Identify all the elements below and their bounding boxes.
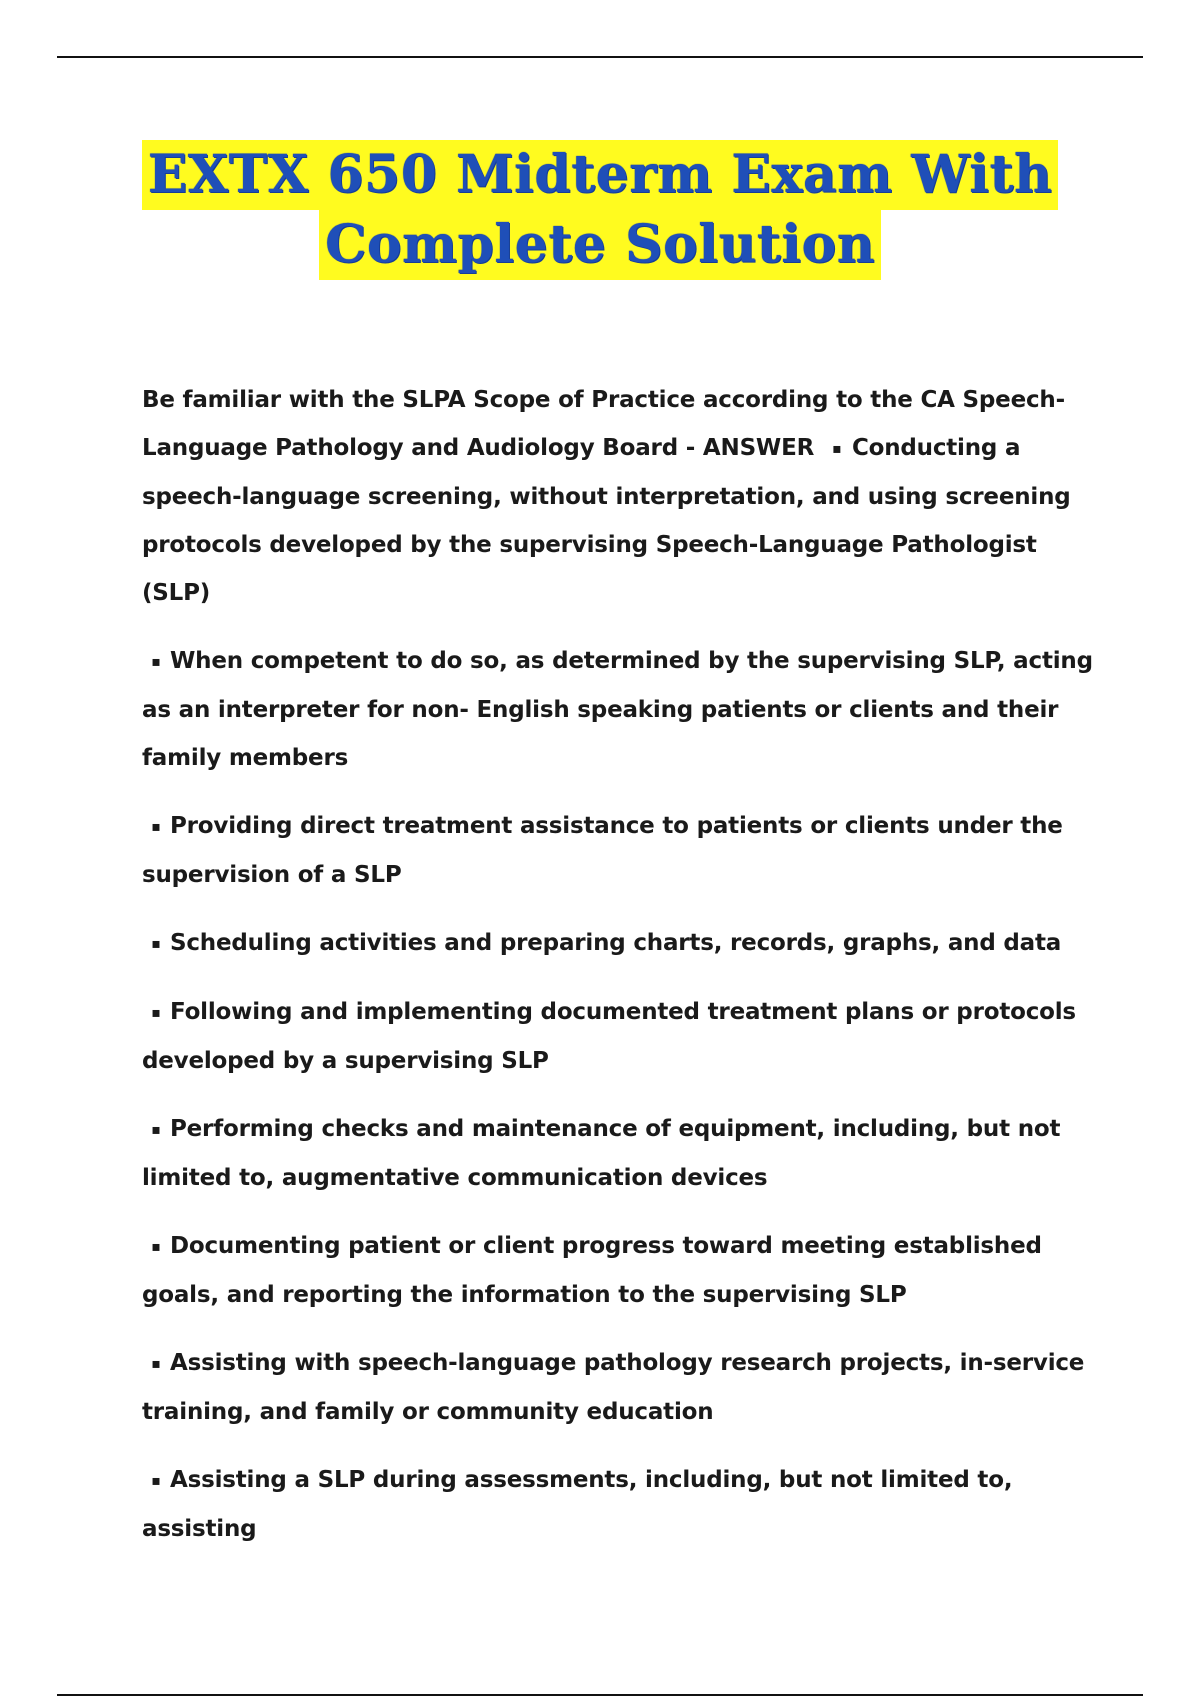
question-text: Be familiar with the SLPA Scope of Practice according to the CA Speech-Language Pathology and Audiology Board - ANSWER	[142, 387, 1065, 461]
answer-item	[142, 1339, 1102, 1436]
bullet-icon: ▪	[151, 1473, 161, 1489]
bullet-icon: ▪	[151, 936, 161, 952]
bullet-icon: ▪	[151, 1356, 161, 1372]
answer-text: Performing checks and maintenance of equipment, including, but not limited to, augmentative communication devices	[142, 1116, 1061, 1191]
answer-text: When competent to do so, as determined by the supervising SLP, acting as an interpreter for non- English speaking patients or clients and their family members	[142, 648, 1093, 771]
answer-text: Assisting with speech-language pathology research projects, in-service training, and family or community education	[142, 1350, 1085, 1425]
answer-item	[142, 1222, 1102, 1319]
title-line-1: EXTX 650 Midterm Exam With	[142, 140, 1059, 210]
bullet-icon: ▪	[151, 1122, 161, 1138]
document-title	[0, 140, 1200, 280]
title-line-2: Complete Solution	[319, 210, 881, 280]
question-paragraph	[142, 376, 1102, 617]
answer-item	[142, 802, 1102, 899]
bullet-icon: ▪	[151, 654, 161, 670]
first-answer-text: Conducting a speech-language screening, without interpretation, and using screening protocols developed by the supervising Speech-Language Pathologist (SLP)	[142, 435, 1071, 606]
answer-item	[142, 919, 1102, 968]
answer-text: Assisting a SLP during assessments, including, but not limited to, assisting	[142, 1467, 1013, 1542]
answer-text: Following and implementing documented treatment plans or protocols developed by a supervising SLP	[142, 999, 1076, 1074]
answer-item	[142, 1456, 1102, 1553]
answer-item	[142, 988, 1102, 1085]
bullet-icon: ▪	[151, 819, 161, 835]
answer-text: Providing direct treatment assistance to patients or clients under the supervision of a SLP	[142, 813, 1063, 888]
answer-text: Scheduling activities and preparing charts, records, graphs, and data	[170, 930, 1062, 956]
bullet-icon: ▪	[151, 1005, 161, 1021]
bottom-rule	[57, 1694, 1143, 1696]
answer-item	[142, 637, 1102, 782]
document-body	[142, 376, 1102, 1573]
bullet-icon: ▪	[832, 441, 842, 457]
answer-item	[142, 1105, 1102, 1202]
top-rule	[57, 56, 1143, 58]
answer-text: Documenting patient or client progress toward meeting established goals, and reporting the information to the supervising SLP	[142, 1233, 1042, 1308]
bullet-icon: ▪	[151, 1239, 161, 1255]
